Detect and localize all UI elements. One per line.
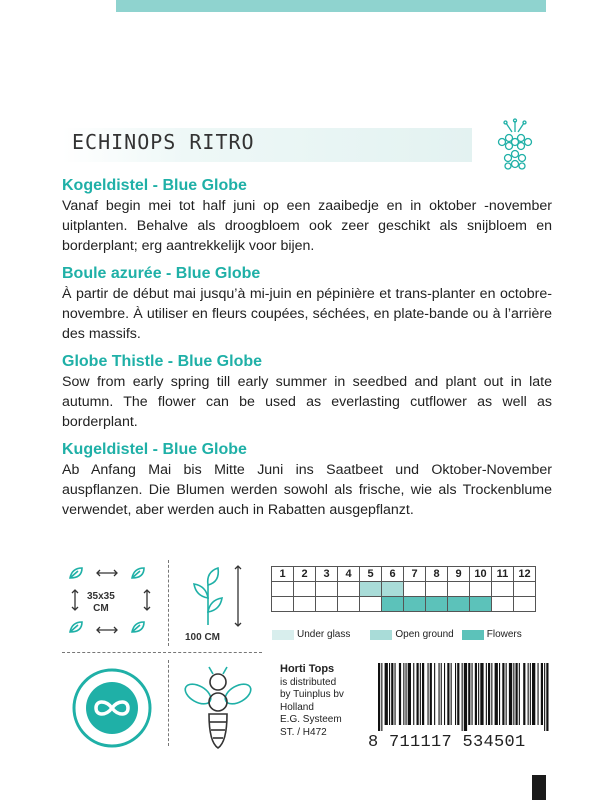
barcode-bar <box>447 663 449 725</box>
calendar-cell-flowering <box>470 597 492 612</box>
barcode-bar <box>413 663 414 725</box>
distributor-line: Holland <box>280 701 314 713</box>
calendar-cell-sowing <box>448 582 470 597</box>
barcode-bar <box>464 663 467 731</box>
barcode-bar <box>532 663 535 725</box>
month-header: 9 <box>448 567 470 582</box>
legend-flowers: Flowers <box>486 629 522 640</box>
calendar-cell-sowing <box>492 582 514 597</box>
barcode-bar <box>378 663 380 731</box>
legend-open-ground-swatch <box>370 630 392 640</box>
section-german <box>62 440 552 520</box>
calendar-cell-flowering <box>404 597 426 612</box>
month-header: 7 <box>404 567 426 582</box>
flower-logo-icon <box>488 118 542 172</box>
barcode-bar <box>391 663 393 725</box>
calendar-cell-sowing <box>404 582 426 597</box>
month-header: 4 <box>338 567 360 582</box>
section-text: À partir de début mai jusqu’à mi-juin en pépinière et trans-planter en octobre-novembre. À utiliser en fleurs coupées, séchées, en plate-bande ou à l’arrière des massifs. <box>62 286 552 342</box>
barcode-bar <box>403 663 404 725</box>
month-header: 10 <box>470 567 492 582</box>
barcode-bar <box>385 663 388 725</box>
month-header: 11 <box>492 567 514 582</box>
barcode-bar <box>528 663 529 725</box>
barcode-bar <box>430 663 432 725</box>
calendar-legend <box>272 629 522 640</box>
section-text: Vanaf begin mei tot half juni op een zaaibedje en in oktober -november uitplanten. Behalve als droogbloem ook zeer geschikt als snijbloem en borderplant; erg aantrekkelijk voor bijen. <box>62 198 552 254</box>
barcode-bar <box>422 663 424 725</box>
barcode-bar <box>475 663 477 725</box>
barcode-bar <box>530 663 531 725</box>
icon-divider-vertical-2 <box>168 660 169 746</box>
calendar-cell-sowing <box>272 582 294 597</box>
legend-under-glass: Under glass <box>297 629 351 640</box>
barcode-bar <box>488 663 490 725</box>
barcode-bar <box>544 663 545 731</box>
barcode-number: 8 711117 534501 <box>368 733 526 752</box>
calendar-cell-sowing <box>338 582 360 597</box>
month-header: 5 <box>360 567 382 582</box>
bee-icon <box>178 664 258 754</box>
calendar-cell-flowering <box>514 597 536 612</box>
section-text: Sow from early spring till early summer in seedbed and plant out in late autumn. The flower can be used as everlasting cutflower as well as borderplant. <box>62 374 552 430</box>
distributor-line: E.G. Systeem <box>280 714 342 725</box>
barcode-bar <box>462 663 463 731</box>
barcode-bar <box>472 663 473 725</box>
calendar-cell-flowering <box>492 597 514 612</box>
barcode-bar <box>541 663 543 725</box>
calendar-cell-flowering <box>382 597 404 612</box>
calendar-cell-flowering <box>360 597 382 612</box>
legend-under-glass-swatch <box>272 630 294 640</box>
calendar-cell-sowing <box>360 582 382 597</box>
height-label: 100 CM <box>185 632 221 643</box>
barcode-bar <box>486 663 487 725</box>
calendar-cell-sowing <box>514 582 536 597</box>
section-heading: Globe Thistle - Blue Globe <box>62 353 263 370</box>
barcode-bar <box>420 663 421 725</box>
sowing-calendar <box>271 566 536 612</box>
distributor-line: ST. / H472 <box>280 726 327 738</box>
month-header: 2 <box>294 567 316 582</box>
section-heading: Boule azurée - Blue Globe <box>62 265 261 282</box>
barcode-bar <box>468 663 470 725</box>
section-dutch <box>62 176 552 256</box>
barcode-bar <box>428 663 429 725</box>
barcode-bar <box>434 663 435 725</box>
calendar-cell-flowering <box>426 597 448 612</box>
perennial-icon <box>70 666 154 750</box>
month-header: 1 <box>272 567 294 582</box>
month-header: 12 <box>514 567 536 582</box>
barcode-bar <box>523 663 525 725</box>
legend-open-ground: Open ground <box>395 629 454 640</box>
barcode-bar <box>478 663 479 725</box>
icon-divider-horizontal <box>62 652 262 653</box>
barcode-bar <box>389 663 390 725</box>
barcode-bar <box>491 663 492 725</box>
barcode-bar <box>439 663 440 725</box>
barcode-bar <box>441 663 442 725</box>
calendar-cell-flowering <box>272 597 294 612</box>
barcode-bar <box>395 663 396 725</box>
barcode-bar <box>451 663 452 725</box>
calendar-cell-flowering <box>294 597 316 612</box>
barcode-bar <box>509 663 512 725</box>
barcode-bar <box>538 663 539 725</box>
top-color-bar <box>116 0 546 12</box>
barcode-bar <box>381 663 382 731</box>
barcode-bar <box>506 663 507 725</box>
distributor-line: by Tuinplus bv <box>280 689 344 700</box>
barcode-bar <box>519 663 520 725</box>
calendar-cell-sowing <box>426 582 448 597</box>
barcode-bar <box>546 663 548 731</box>
spacing-label <box>87 591 115 615</box>
barcode-bar <box>455 663 456 725</box>
spacing-value: 35x35 <box>87 591 115 602</box>
barcode-bar <box>516 663 518 725</box>
brand-name: Horti Tops <box>280 663 335 675</box>
barcode-bar <box>399 663 401 725</box>
barcode-bar <box>444 663 445 725</box>
section-heading: Kugeldistel - Blue Globe <box>62 441 247 458</box>
barcode <box>376 663 551 731</box>
barcode-bar <box>480 663 483 725</box>
barcode-bar <box>499 663 500 725</box>
barcode-bar <box>495 663 498 725</box>
icon-divider-vertical <box>168 560 169 646</box>
black-corner-bar <box>532 775 546 800</box>
spacing-unit: CM <box>93 603 109 614</box>
month-header: 8 <box>426 567 448 582</box>
plant-height-icon <box>178 560 258 632</box>
barcode-bar <box>502 663 504 725</box>
barcode-bar <box>408 663 411 725</box>
barcode-bar <box>417 663 419 725</box>
calendar-cell-sowing <box>316 582 338 597</box>
calendar-cell-flowering <box>448 597 470 612</box>
distributor-line: is distributed <box>280 676 337 688</box>
calendar-cell-flowering <box>338 597 360 612</box>
calendar-cell-sowing <box>294 582 316 597</box>
section-english <box>62 352 552 432</box>
section-heading: Kogeldistel - Blue Globe <box>62 177 247 194</box>
distributor-info <box>280 663 344 739</box>
legend-flowers-swatch <box>462 630 484 640</box>
calendar-cell-sowing <box>382 582 404 597</box>
month-header: 6 <box>382 567 404 582</box>
product-title: ECHINOPS RITRO <box>72 130 255 154</box>
section-french <box>62 264 552 344</box>
barcode-bar <box>457 663 459 725</box>
barcode-bar <box>513 663 514 725</box>
section-text: Ab Anfang Mai bis Mitte Juni ins Saatbeet und Oktober-November auspflanzen. Die Blumen werden sowohl als frische, wie als Trockenblume verwendet, aber werden auch in Rabatten ausgepflanzt. <box>62 462 552 518</box>
barcode-bar <box>406 663 407 725</box>
calendar-cell-sowing <box>470 582 492 597</box>
calendar-cell-flowering <box>316 597 338 612</box>
month-header: 3 <box>316 567 338 582</box>
